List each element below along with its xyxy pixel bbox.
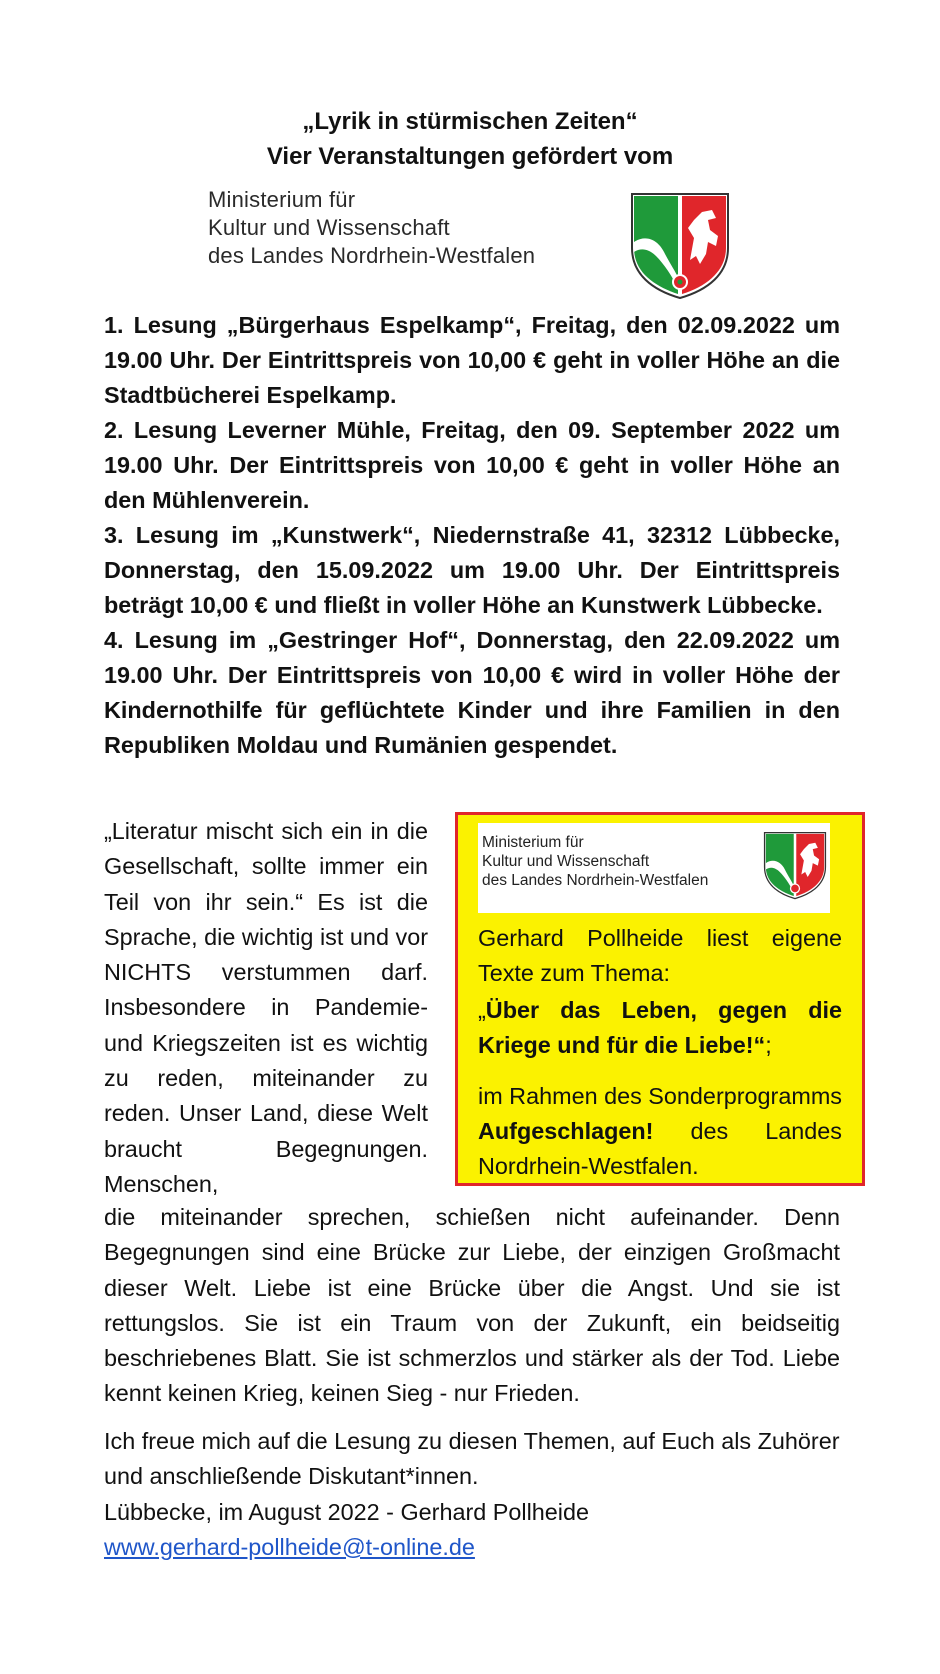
closing-text: Ich freue mich auf die Lesung zu diesen Themen, auf Euch als Zuhörer und anschließende Diskutant*innen. [104,1428,840,1490]
box-theme: „Über das Leben, gegen die Kriege und für die Liebe!“; [478,997,842,1058]
event-4: 4. Lesung im „Gestringer Hof“, Donnerstag, den 22.09.2022 um 19.00 Uhr. Der Eintrittspreis von 10,00 € wird in voller Höhe der Kindernothilfe für geflüchtete Kinder und ihre Familien in den Republiken Moldau und Rumänien gespendet. [104,627,840,758]
quote-column [104,814,428,1202]
love-paragraph [104,1200,840,1412]
ministry-line-1: Ministerium für [208,187,356,212]
box-intro: Gerhard Pollheide liest eigene Texte zum Thema: [478,925,842,986]
ministry-line-3: des Landes Nordrhein-Westfalen [208,243,536,268]
highlight-box [455,812,865,1186]
ministry-name [208,186,535,270]
logo-line-2: Kultur und Wissenschaft [482,853,650,870]
flyer-title: „Lyrik in stürmischen Zeiten“ [302,108,638,135]
nrw-crest-icon [628,190,732,300]
box-program: im Rahmen des Sonderprogramms Aufgeschlagen! des Landes Nordrhein-Westfalen. [478,1083,843,1179]
nrw-crest-small-icon [762,829,828,901]
logo-line-3: des Landes Nordrhein-Westfalen [482,872,709,889]
closing-section [104,1424,840,1565]
box-theme-text: Über das Leben, gegen die Kriege und für die Liebe!“ [478,997,842,1058]
event-1: 1. Lesung „Bürgerhaus Espelkamp“, Freitag, den 02.09.2022 um 19.00 Uhr. Der Eintrittspreis von 10,00 € geht in voller Höhe an die Stadtbücherei Espelkamp. [104,312,840,408]
event-list [104,308,840,763]
event-3: 3. Lesung im „Kunstwerk“, Niedernstraße 41, 32312 Lübbecke, Donnerstag, den 15.09.2022 um 19.00 Uhr. Der Eintrittspreis beträgt 10,00 € und fließt in voller Höhe an Kunstwerk Lübbecke. [104,522,840,618]
logo-line-1: Ministerium für [482,834,584,851]
event-2: 2. Lesung Leverner Mühle, Freitag, den 09. September 2022 um 19.00 Uhr. Der Eintrittspreis von 10,00 € geht in voller Höhe an den Mühlenverein. [104,417,840,513]
ministry-logo [478,823,830,913]
signature: Lübbecke, im August 2022 - Gerhard Pollheide [104,1498,590,1525]
program-name: Aufgeschlagen! [478,1118,654,1144]
continued-text: die miteinander sprechen, schießen nicht aufeinander. Denn Begegnungen sind eine Brücke zur Liebe, der einzigen Großmacht dieser Welt. Liebe ist eine Brücke über die Angst. Und sie ist rettungslos. Sie ist ein Traum von der Zukunft, ein beidseitig beschriebenes Blatt. Sie ist schmerzlos und stärker als der Tod. Liebe kennt keinen Krieg, keinen Sieg - nur Frieden. [104,1204,840,1407]
flyer-subtitle: Vier Veranstaltungen gefördert vom [266,143,674,170]
ministry-line-2: Kultur und Wissenschaft [208,215,450,240]
quote-paragraph: „Literatur mischt sich ein in die Gesellschaft, sollte immer ein Teil von ihr sein.“ Es ist die Sprache, die wichtig ist und vor NICHTS verstummen darf. Insbesondere in Pandemie- und Kriegszeiten ist es wichtig zu reden, miteinander zu reden. Unser Land, diese Welt braucht Begegnungen. Menschen, [104,818,428,1197]
contact-link[interactable]: www.gerhard-pollheide@t-online.de [104,1533,475,1560]
